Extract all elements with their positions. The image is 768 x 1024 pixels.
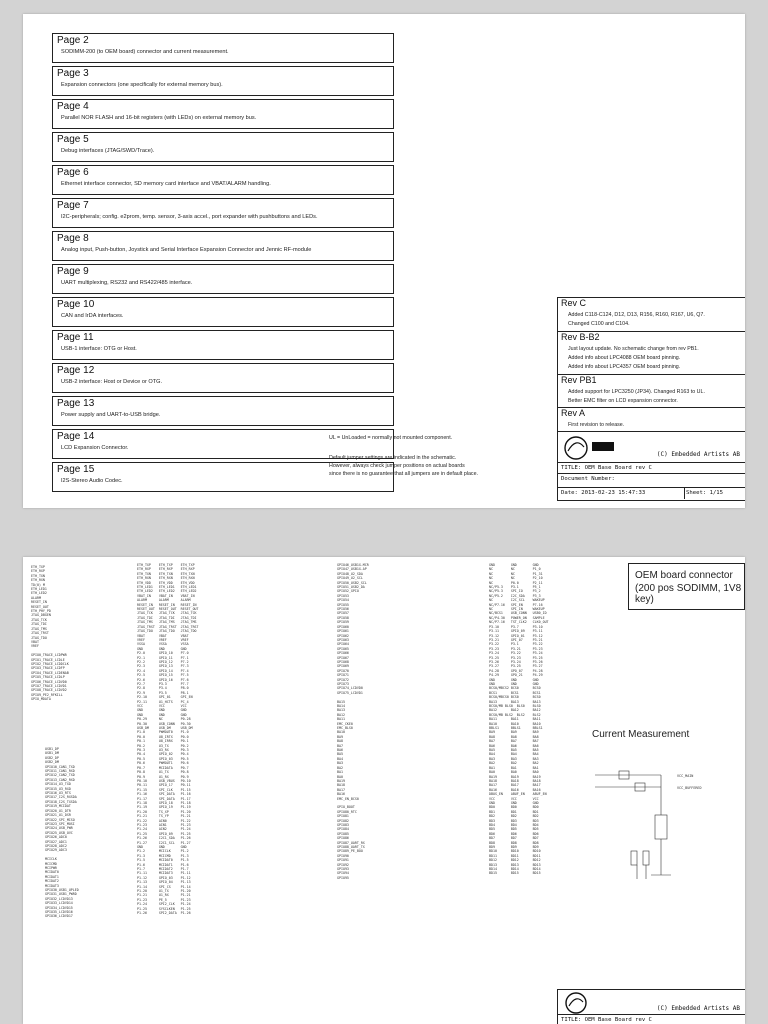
page-index-entry: [52, 363, 394, 393]
connector-heading: OEM board connector: [635, 570, 733, 581]
page-index-entry: [52, 66, 394, 96]
title-block-logo-area: [557, 431, 745, 465]
page-index-description: I2C-peripherals; config. e2prom, temp. sensor, 3-axis accel., port expander with pushbuttons and LEDs.: [61, 214, 318, 220]
current-measurement-circuit: [591, 755, 745, 895]
revision-pb1: [557, 374, 745, 410]
page-index-description: Analog input, Push-button, Joystick and Serial Interface Expansion Connector and Jennic RF-module: [61, 247, 312, 253]
connector-pin-table-left: ETH_TXP ETH_TXP ETH_TXP ETH_RXP ETH_RXP ETH_RXP ETH_TXN ETH_TXN ETH_TXN ETH_RXN ETH_RXN ETH_RXN ETH_VDD ETH_VDD ETH_VDD ETH_LED1 ETH_LED1 ETH_LED1 ETH_LED2 ETH_LED2 ETH_LED2 VBAT_IN VBAT_IN VBAT_IN ALARM ALARM ALARM RESET_IN RESET_IN RESET_IN RESET_OUT RESET_OUT RESET_OUT JTAG_TCK JTAG_TCK JTAG_TCK JTAG_TDI JTAG_TDI JTAG_TDI JTAG_TMS JTAG_TMS JTAG_TMS JTAG_TRST JTAG_TRST JTAG_TRST JTAG_TDO JTAG_TDO JTAG_TDO VBAT VBAT VBAT VREF VREF VREF VSSA VSSA VSSA GND GND GND P2.0 GPIO_10 P7.0 P2.1 GPIO_11 P7.1 P2.2 GPIO_12 P7.2 P2.3 GPIO_13 P7.3 P2.4 GPIO_14 P7.4 P2.5 GPIO_15 P7.5 P2.6 GPIO_16 P7.6 P2.7 P3.3 P7.7 P2.8 P3.4 P8.0 P2.9 P3.5 P8.1 P2.10 GPI_01 GPI_EN P2.11 U1_HCTS PC_4 VCC VCC VCC GND GND GND GND GND GND P0.29 NC P0.28 P0.30 USB_CONN P0.30 USB_DM USB_DM USB_DM P1.0 PWMOUT0 P1.0 P0.0 U8_IRTX P0.0 P0.1 U8_IRRX P0.1 P0.2 U3_TX P0.2 P0.3 U3_RX P0.3 P0.4 GPIO_02 P0.4 P0.5 GPIO_03 P0.5 P0.6 PWMOUT1 P0.6 P0.7 MCIDATA P0.7 P0.8 U1_TX P0.8 P0.9 U1_RX P0.9 P0.10 USB_VBUS P0.10 P0.11 GPIO_17 P0.11 P1.15 SPI_CLK P1.15 P1.16 SPI_DATA P1.16 P1.17 SPI_DATA P1.17 P1.18 GPIO_18 P1.18 P1.19 GPIO_19 P1.19 P1.20 TS_XP P1.20 P1.21 TS_YP P1.21 P1.22 AIN0 P1.22 P1.23 AIN1 P1.23 P1.24 AIN2 P1.24 P1.25 GPIO_09 P1.25 P1.26 I2C1_SDA P1.26 P1.27 I2C1_SCL P1.27 GND GND GND P1.2 MCICLK P1.2 P1.3 MCICMD P1.3 P1.5 MCIDAT0 P1.5 P1.6 MCIDAT1 P1.6 P1.7 MCIDAT2 P1.7 P1.11 MCIDAT3 P1.11 P1.12 GPIO_03 P1.12 P1.13 GPIO_04 P1.13 P1.14 SPI_CS P1.14 P1.20 U1_TX P1.20 P1.21 U1_RX P1.21 P1.23 PE_5 P1.23 P1.24 SPI2_CLK P1.24 P1.25 SYSCLKEN P1.25 P1.26 SPI2_DATA P1.26: [137, 563, 199, 916]
company-copyright: (C) Embedded Artists AB: [656, 451, 740, 458]
title-row-sheet-2: [557, 1014, 745, 1024]
page-index-title: Page 3: [57, 68, 89, 79]
page-index-title: Page 7: [57, 200, 89, 211]
page-index-title: Page 14: [57, 431, 95, 442]
connector-heading-box: [628, 563, 745, 610]
page-index-description: Parallel NOR FLASH and 16-bit registers (with LEDs) on external memory bus.: [61, 115, 257, 121]
jumper-note-line-3: since there is no guarantee that all jumpers are in default place.: [329, 471, 478, 477]
page-index-entry: [52, 165, 394, 195]
revision-line: First revision to release.: [568, 422, 625, 428]
page-index-title: Page 12: [57, 365, 95, 376]
connector-subheading: (200 pos SODIMM, 1V8 key): [635, 583, 742, 605]
net-labels-left: ETH_TXP ETH_RXP ETH_TXN ETH_RXN TD(0) M ETH_LED1 ETH_LED2 ALARM RESET_IN RESET_OUT ETH_PHY_PD JTAG_DBGEN JTAG_TCK JTAG_TDI JTAG_TMS JTAG_TRST JTAG_TDO VBAT VREF GPIO0_TRACE_LCDPWR GPIO1_TRACE_LCDLE GPIO2_TRACE_LCDDCLK GPIO3_TRACE_LCDFP GPIO4_TRACE_LCDENAB GPIO5_TRACE_LCDLP GPIO6_TRACE_LCDVD0 GPIO7_TRACE_LCDVD1 GPIO8_TRACE_LCDVD2 GPIO9_PE2_RFKILL GPIO_MDATA: [31, 565, 69, 702]
page-index-description: SODIMM-200 (to OEM board) connector and current measurement.: [61, 49, 229, 55]
page-index-entry: [52, 33, 394, 63]
page-index-entry: [52, 330, 394, 360]
connector-pin-table-right: GPIO46_USB1X-MCR GPIO47_USB1X-AP GPIO48_U2_SDA GPIO49_U2_SCL GPIO50_USB2_SCL GPIO51_USB2_DA GPIO52_GPIO GPIO53 GPIO54 GPIO55 GPIO56 GPIO57 GPIO58 GPIO59 GPIO60 GPIO61 GPIO62 GPIO63 GPIO64 GPIO65 GPIO66 GPIO67 GPIO68 GPIO69 GPIO70 GPIO71 GPIO72 GPIO73 GPIO74_LCDVD0 GPIO75_LCDVD1 BA15 BA14 BA13 BA12 BA11 EMC_CKE0 EMC_BLS0 BA10 BA9 BA8 BA7 BA6 BA5 BA4 BA3 BA2 BA1 BA0 BA19 BA18 BA17 BA16 EMC_EN_BCS0 GPIO_BOOT GPIO80_RTC GPIO81 GPIO82 GPIO83 GPIO84 GPIO85 GPIO86 GPIO87_UART_RX GPIO88_UART_TX GPIO89_PE_BOO GPIO90 GPIO91 GPIO92 GPIO93 GPIO94 GPIO95: [337, 563, 369, 880]
revision-title: Rev B-B2: [561, 332, 600, 342]
page-index-entry: [52, 264, 394, 294]
page-index-entry: [52, 396, 394, 426]
jumper-note-line-1: Default jumper settings are indicated in the schematic.: [329, 455, 457, 461]
revision-title: Rev C: [561, 298, 587, 308]
revision-line: Changed C100 and C104.: [568, 321, 630, 327]
page-index-entry: [52, 99, 394, 129]
page-index-title: Page 2: [57, 35, 89, 46]
page-index-description: CAN and IrDA interfaces.: [61, 313, 124, 319]
schematic-sheet-2: [23, 557, 745, 1024]
revision-c: [557, 297, 745, 334]
revision-line: Added support for LPC3250 (JP34). Changed R163 to UL.: [568, 389, 705, 395]
revision-b-b2: [557, 331, 745, 377]
current-measurement-heading: Current Measurement: [592, 729, 690, 740]
revision-line: Added info about LPC4357 OEM board pinning.: [568, 364, 681, 370]
schematic-sheet-1: [23, 14, 745, 508]
unloaded-note: UL = UnLoaded = normally not mounted component.: [329, 435, 453, 441]
page-index-description: Debug interfaces (JTAG/SWD/Trace).: [61, 148, 155, 154]
page-index-description: USB-1 interface: OTG or Host.: [61, 346, 137, 352]
embedded-artists-logo-icon: [562, 990, 622, 1016]
page-index-title: Page 9: [57, 266, 89, 277]
embedded-artists-logo-icon: [562, 433, 622, 463]
net-labels-left-2: USB1_DP USB1_DM USB2_DP USB2_DM GPIO10_CAN1_TXD GPIO11_CAN1_RXD GPIO12_CAN2_TXD GPIO13_CAN2_RXD GPIO14_U3_TXD GPIO15_U3_RXD GPIO16_U3_RTS GPIO17_I2S_RXSDA GPIO18_I2S_TXSDA GPIO19_MCIDAT GPIO20_U1_DTR GPIO21_U1_DSR GPIO22_SPI_MISO GPIO23_SPI_MOSI GPIO24_USB_PWR GPIO25_USB_OVC GPIO26_ADC0 GPIO27_ADC1 GPIO28_ADC2 GPIO29_ADC3 MCICLK MCICMD MCIPWR MCIDAT0 MCIDAT1 MCIDAT2 MCIDAT3 GPIO30_USB1_UPLED GPIO31_USB1_PWRD GPIO32_LCDVD13 GPIO33_LCDVD14 GPIO34_LCDVD15 GPIO35_LCDVD16 GPIO36_LCDVD17: [45, 747, 79, 919]
revision-line: Better EMC filter on LCD expansion connector.: [568, 398, 678, 404]
page-index-title: Page 13: [57, 398, 95, 409]
revision-a: [557, 407, 745, 434]
page-index-title: Page 6: [57, 167, 89, 178]
page-index-description: Power supply and UART-to-USB bridge.: [61, 412, 161, 418]
page-index-description: I2S-Stereo Audio Codec.: [61, 478, 123, 484]
drawing-title: TITLE: OEM Base Board rev C: [561, 1017, 652, 1023]
page-index-entry: [52, 132, 394, 162]
page-index-entry: [52, 198, 394, 228]
drawing-title: TITLE: OEM Base Board rev C: [561, 465, 652, 471]
page-index-title: Page 8: [57, 233, 89, 244]
company-copyright: (C) Embedded Artists AB: [656, 1005, 740, 1012]
page-index-description: UART multiplexing, RS232 and RS422/485 interface.: [61, 280, 193, 286]
date-row: [557, 487, 745, 501]
vcc-main-label: VCC_MAIN: [677, 774, 694, 778]
connector-pin-table-far-right: GND GND GND NC NC P1_0 NC NC P1_31 NC NC P2_10 NC P0.0 P2_11 NC/P5.3 P3.1 P5_1 NC/P5.3 SPI_IO P3_2 NC/P5.2 I2C_SDA P3_3 NC I2C_SCL WAKEUP NC/P7.16 SPI_EN P7.16 NC SPI_IN WAKEUP NC/BCS1 USB_CONN USB0_ID NC/P4.30 POWER_ON SAMPLE NC/P7.16 TST_CLK2 CLK0_OUT P3.10 P3.7 P3.10 P3.11 GPIO_09 P3.11 P3.12 GPIO_01 P3.12 P3.21 GPI_07 P3.21 P3.22 P3.1 P3.22 P3.23 P3.21 P3.23 P3.24 P3.22 P3.24 P3.25 P3.23 P3.25 P3.26 P3.24 P3.26 P3.27 P3.25 P3.27 P4.28 GPO_07 P4.28 P4.29 GPO_21 P4.29 GND GND GND GND GND GND BCS0/MBCS2 BCS0 BCS0 BCS1 BCS1 BCS1 BCS0/MBCS0 BCS0 BCS0 BA13 BA13 BA13 BCS0/MB BLS0 BLS0 BLS0 BA12 BA12 BA12 BCS0/MB BLS2 BLS2 BLS2 BA11 BA11 BA11 BA10 BA10 BA10 BBLS1 BBLS1 BBLS1 BA9 BA9 BA9 BA8 BA8 BA8 BA7 BA7 BA7 BA6 BA6 BA6 BA5 BA5 BA5 BA4 BA4 BA4 BA3 BA3 BA3 BA2 BA2 BA2 BA1 BA1 BA1 BA0 BA0 BA0 BA19 BA19 BA19 BA18 BA18 BA18 BA17 BA17 BA17 BA16 BA16 BA16 DBUS_EN ABUF_EN ABUF_EN VCC VCC VCC GND GND GND BD0 BD0 BD0 BD1 BD1 BD1 BD2 BD2 BD2 BD3 BD3 BD3 BD4 BD4 BD4 BD5 BD5 BD5 BD6 BD6 BD6 BD7 BD7 BD7 BD8 BD8 BD8 BD9 BD9 BD9 BD10 BD10 BD10 BD11 BD11 BD11 BD12 BD12 BD12 BD13 BD13 BD13 BD14 BD14 BD14 BD15 BD15 BD15: [489, 563, 549, 876]
page-index-description: USB-2 interface: Host or Device or OTG.: [61, 379, 163, 385]
page-index-description: Expansion connectors (one specifically for external memory bus).: [61, 82, 223, 88]
revision-line: Just layout update. No schematic change from rev PB1.: [568, 346, 699, 352]
page-index-entry: [52, 297, 394, 327]
page-index-description: LCD Expansion Connector.: [61, 445, 129, 451]
revision-title: Rev PB1: [561, 375, 597, 385]
page-index-title: Page 11: [57, 332, 94, 343]
revision-line: Added C118-C124, D12, D13, R156, R160, R167, U6, Q7.: [568, 312, 705, 318]
vcc-buffered-label: VCC_BUFFERED: [677, 786, 702, 790]
page-index-entry: [52, 231, 394, 261]
title-block-logo-area-sheet-2: [557, 989, 745, 1017]
page-index-title: Page 15: [57, 464, 95, 475]
page-index-title: Page 4: [57, 101, 89, 112]
divider: [684, 487, 685, 499]
page-index-title: Page 5: [57, 134, 89, 145]
jumper-note-line-2: However, always check jumper positions on actual boards: [329, 463, 465, 469]
page-index-description: Ethernet interface connector, SD memory card interface and VBAT/ALARM handling.: [61, 181, 271, 187]
document-number-label: Document Number:: [561, 476, 615, 482]
revision-line: Added info about LPC4088 OEM board pinning.: [568, 355, 681, 361]
revision-title: Rev A: [561, 408, 586, 418]
drawing-date: Date: 2013-02-23 15:47:33: [561, 490, 646, 496]
page-index-title: Page 10: [57, 299, 95, 310]
sheet-number: Sheet: 1/15: [686, 490, 724, 496]
